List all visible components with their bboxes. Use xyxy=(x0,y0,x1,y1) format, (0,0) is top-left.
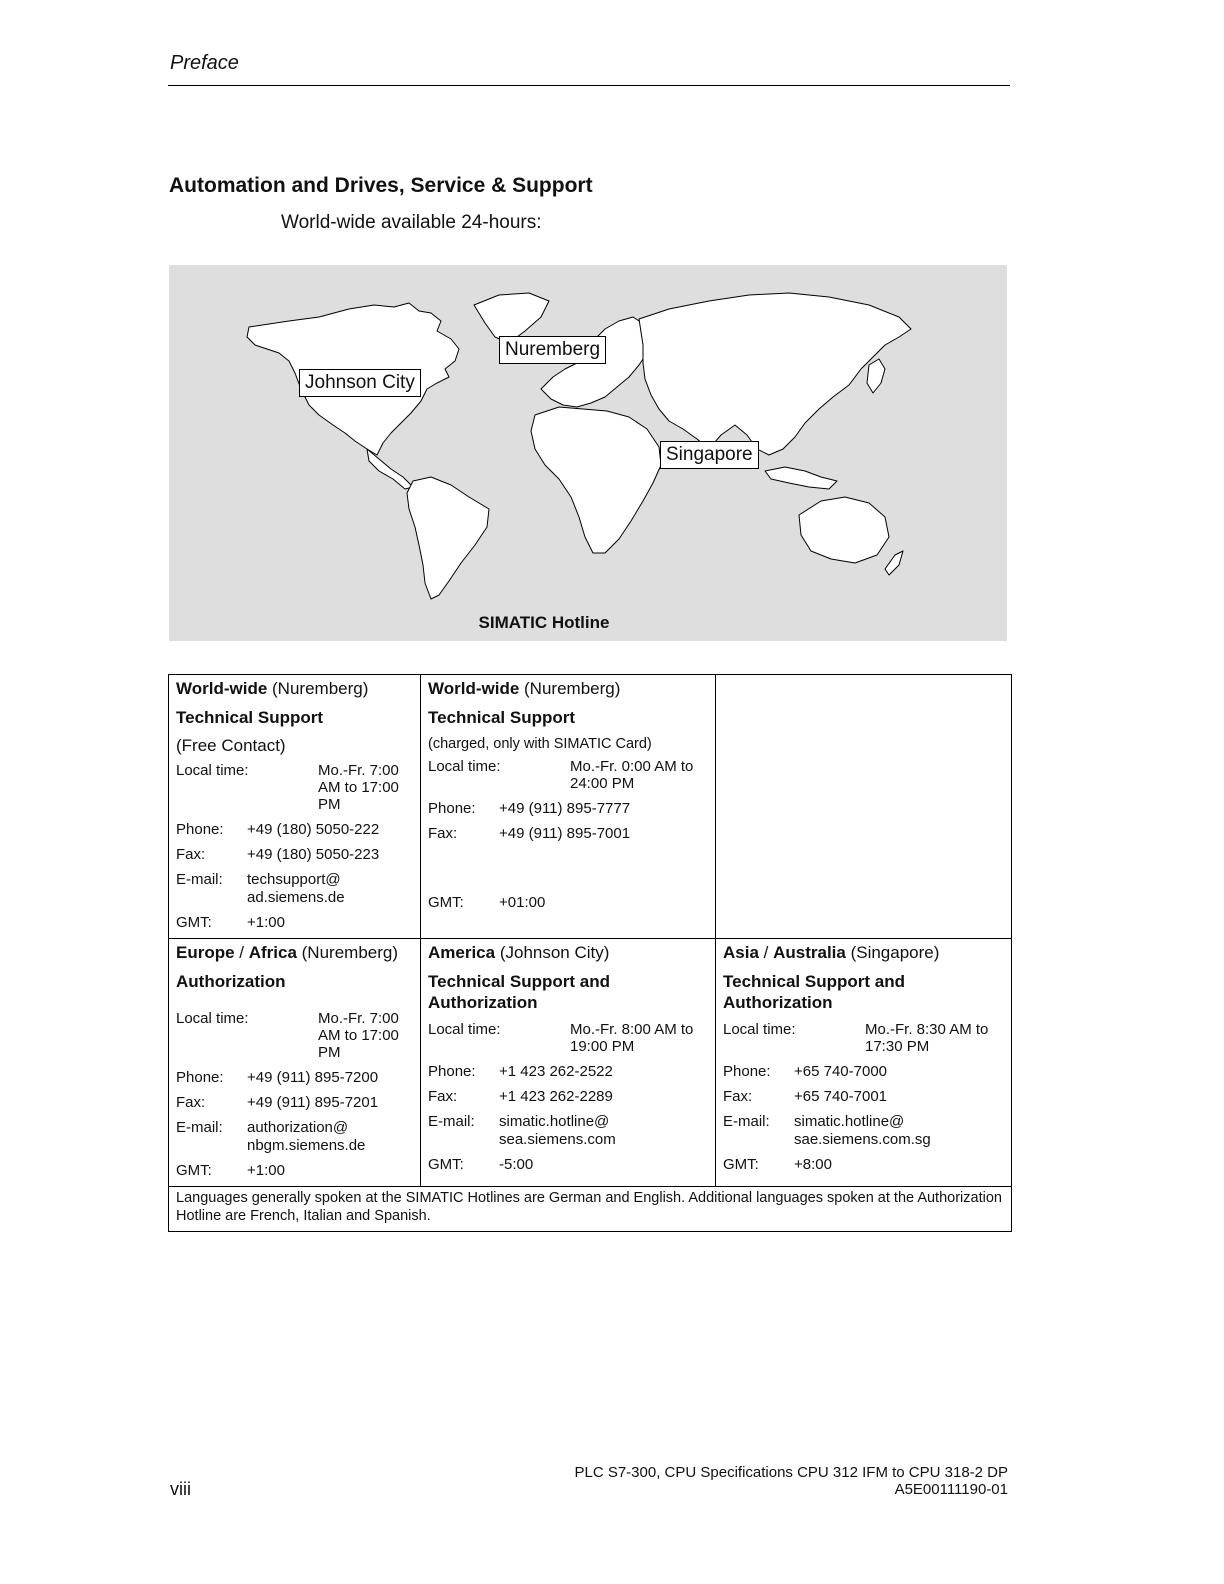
region-location: (Nuremberg) xyxy=(296,943,399,962)
cell-region xyxy=(723,943,1004,963)
table-row xyxy=(169,675,1012,939)
page-number: viii xyxy=(170,1479,191,1499)
local-time-value: Mo.-Fr. 7:00 AM to 17:00 PM xyxy=(318,1010,399,1061)
service-name: Authorization xyxy=(176,972,286,991)
gmt-value: +1:00 xyxy=(247,1162,285,1179)
languages-note: Languages generally spoken at the SIMATIC Hotlines are German and English. Additional languages spoken at the Authorization Hotline are French, Italian and Spanish. xyxy=(169,1187,1012,1232)
local-time-label: Local time: xyxy=(176,1010,249,1027)
table-row xyxy=(169,1187,1012,1232)
table-row xyxy=(169,939,1012,1187)
gmt-label: GMT: xyxy=(428,894,464,911)
region-name-2: Australia xyxy=(773,943,846,962)
region-separator: / xyxy=(234,943,249,962)
fax-value: +65 740-7001 xyxy=(794,1088,888,1105)
service-note: (charged, only with SIMATIC Card) xyxy=(428,736,652,752)
fax-row xyxy=(428,825,708,843)
email-value: simatic.hotline@ sea.siemens.com xyxy=(499,1113,616,1148)
header-rule xyxy=(168,85,1010,86)
phone-label: Phone: xyxy=(176,821,224,838)
japan-shape xyxy=(867,359,885,393)
gmt-label: GMT: xyxy=(428,1156,464,1173)
email-row xyxy=(176,1119,413,1155)
hotline-cell-worldwide-free xyxy=(169,675,421,939)
indonesia-shape xyxy=(765,467,837,489)
empty-cell xyxy=(716,675,1012,939)
fax-row xyxy=(428,1088,708,1106)
phone-row xyxy=(428,800,708,818)
africa-shape xyxy=(531,407,661,553)
cell-region xyxy=(428,679,708,699)
gmt-label: GMT: xyxy=(723,1156,759,1173)
fax-label: Fax: xyxy=(176,1094,206,1111)
local-time xyxy=(176,1010,413,1061)
hotline-cell-worldwide-charged xyxy=(421,675,716,939)
section-subtitle: World-wide available 24-hours: xyxy=(281,212,542,233)
south-america-shape xyxy=(407,477,489,599)
spacer xyxy=(428,850,708,894)
section-title: Automation and Drives, Service & Support xyxy=(169,174,593,197)
fax-row xyxy=(723,1088,1004,1106)
phone-label: Phone: xyxy=(428,800,476,817)
local-time-value: Mo.-Fr. 8:00 AM to 19:00 PM xyxy=(570,1021,694,1055)
fax-value: +49 (911) 895-7201 xyxy=(247,1094,379,1111)
hotline-cell-america xyxy=(421,939,716,1187)
gmt-label: GMT: xyxy=(176,1162,212,1179)
phone-row xyxy=(723,1063,1004,1081)
phone-row xyxy=(176,1069,413,1087)
phone-value: +49 (911) 895-7777 xyxy=(499,800,631,817)
gmt-label: GMT: xyxy=(176,914,212,931)
doc-number: A5E00111190-01 xyxy=(894,1481,1008,1498)
world-map-panel xyxy=(169,265,1007,641)
email-label: E-mail: xyxy=(176,871,223,888)
region-separator: / xyxy=(758,943,774,962)
fax-label: Fax: xyxy=(723,1088,753,1105)
local-time-label: Local time: xyxy=(176,762,249,779)
fax-row xyxy=(176,1094,413,1112)
gmt-row xyxy=(428,894,708,912)
region-name: Europe xyxy=(176,943,235,962)
new-zealand-shape xyxy=(885,551,903,575)
region-location: (Singapore) xyxy=(845,943,940,962)
fax-label: Fax: xyxy=(176,846,206,863)
email-label: E-mail: xyxy=(428,1113,475,1130)
gmt-row xyxy=(428,1156,708,1174)
gmt-row xyxy=(176,914,413,932)
cell-region xyxy=(176,679,413,699)
fax-value: +1 423 262-2289 xyxy=(499,1088,613,1105)
region-name: World-wide xyxy=(428,679,520,698)
region-location: (Nuremberg) xyxy=(267,679,369,698)
local-time xyxy=(428,758,708,792)
local-time-value: Mo.-Fr. 8:30 AM to 17:30 PM xyxy=(865,1021,989,1055)
service-name: Technical Support and Authorization xyxy=(723,972,905,1012)
region-name-2: Africa xyxy=(248,943,297,962)
gmt-row xyxy=(723,1156,1004,1174)
email-value: techsupport@ ad.siemens.de xyxy=(247,871,345,906)
email-row xyxy=(723,1113,1004,1149)
local-time xyxy=(428,1021,708,1055)
email-value: simatic.hotline@ sae.siemens.com.sg xyxy=(794,1113,931,1148)
fax-label: Fax: xyxy=(428,1088,458,1105)
phone-label: Phone: xyxy=(428,1063,476,1080)
hotline-cell-europe-africa xyxy=(169,939,421,1187)
region-name: America xyxy=(428,943,496,962)
region-location: (Johnson City) xyxy=(495,943,610,962)
service-name: Technical Support xyxy=(176,708,324,727)
email-value: authorization@ nbgm.siemens.de xyxy=(247,1119,366,1154)
local-time-value: Mo.-Fr. 7:00 AM to 17:00 PM xyxy=(318,762,399,813)
region-name: World-wide xyxy=(176,679,268,698)
cell-region xyxy=(176,943,413,963)
map-label-singapore: Singapore xyxy=(660,441,759,469)
phone-row xyxy=(176,821,413,839)
service-name: Technical Support and Authorization xyxy=(428,972,610,1012)
central-america-shape xyxy=(367,449,413,489)
fax-row xyxy=(176,846,413,864)
hotline-cell-asia-australia xyxy=(716,939,1012,1187)
service-name: Technical Support xyxy=(428,708,576,727)
phone-value: +1 423 262-2522 xyxy=(499,1063,613,1080)
local-time-label: Local time: xyxy=(428,1021,501,1038)
cell-region xyxy=(428,943,708,963)
map-caption: SIMATIC Hotline xyxy=(478,613,610,632)
phone-label: Phone: xyxy=(723,1063,771,1080)
fax-label: Fax: xyxy=(428,825,458,842)
gmt-value: -5:00 xyxy=(499,1156,534,1173)
gmt-value: +01:00 xyxy=(499,894,546,911)
region-name: Asia xyxy=(723,943,759,962)
phone-row xyxy=(428,1063,708,1081)
footer-doc-info xyxy=(574,1464,1008,1498)
fax-value: +49 (180) 5050-223 xyxy=(247,846,380,863)
hotline-table xyxy=(168,674,1012,1232)
email-label: E-mail: xyxy=(723,1113,770,1130)
service-note: (Free Contact) xyxy=(176,736,286,755)
phone-value: +65 740-7000 xyxy=(794,1063,888,1080)
local-time-value: Mo.-Fr. 0:00 AM to 24:00 PM xyxy=(570,758,694,792)
email-row xyxy=(176,871,413,907)
email-row xyxy=(428,1113,708,1149)
map-label-johnson-city: Johnson City xyxy=(299,369,421,397)
gmt-value: +1:00 xyxy=(247,914,285,931)
gmt-row xyxy=(176,1162,413,1180)
local-time-label: Local time: xyxy=(428,758,501,775)
phone-value: +49 (911) 895-7200 xyxy=(247,1069,379,1086)
local-time xyxy=(176,762,413,813)
gmt-value: +8:00 xyxy=(794,1156,832,1173)
phone-value: +49 (180) 5050-222 xyxy=(247,821,380,838)
local-time xyxy=(723,1021,1004,1055)
doc-title: PLC S7-300, CPU Specifications CPU 312 IFM to CPU 318-2 DP xyxy=(574,1464,1008,1481)
fax-value: +49 (911) 895-7001 xyxy=(499,825,631,842)
email-label: E-mail: xyxy=(176,1119,223,1136)
local-time-label: Local time: xyxy=(723,1021,796,1038)
phone-label: Phone: xyxy=(176,1069,224,1086)
map-label-nuremberg: Nuremberg xyxy=(499,336,606,364)
world-map-illustration xyxy=(169,265,1007,641)
australia-shape xyxy=(799,497,889,563)
running-header: Preface xyxy=(170,52,239,74)
region-location: (Nuremberg) xyxy=(519,679,621,698)
